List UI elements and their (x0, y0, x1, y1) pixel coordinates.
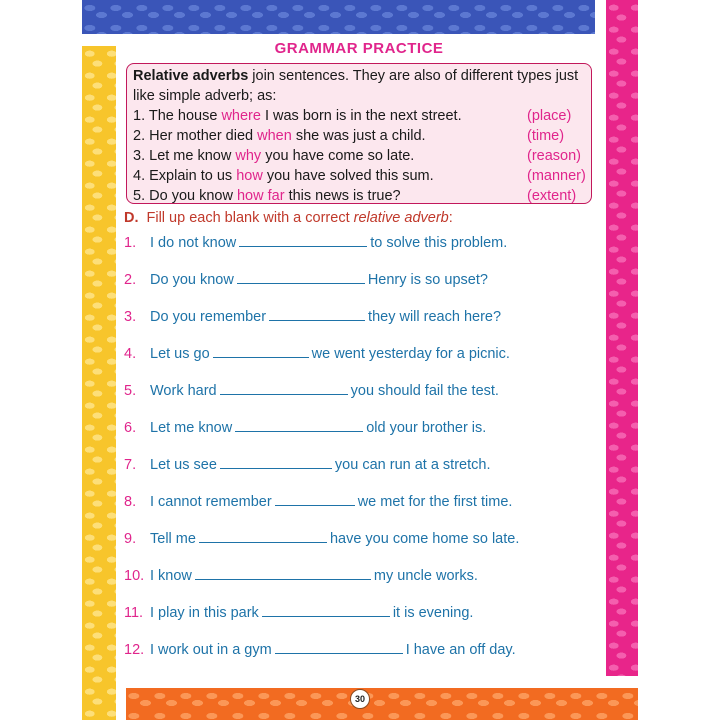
example-text: I was born is in the next street. (260, 108, 462, 124)
question-text: Let me know (150, 420, 233, 436)
question-text: Let us go (150, 346, 210, 362)
question-text: Do you remember (150, 309, 267, 325)
question-text: I do not know (150, 235, 237, 251)
question-text: Tell me (150, 531, 196, 547)
example-text: Let me know (149, 148, 236, 164)
question-text: my uncle works. (373, 568, 478, 584)
answer-blank[interactable] (275, 641, 403, 654)
rule-example (133, 166, 585, 186)
example-text: this news is true? (284, 188, 401, 204)
exercise-heading (124, 210, 594, 226)
question-text: you should fail the test. (350, 383, 499, 399)
example-adverb: how far (236, 188, 285, 204)
example-number: 1. (133, 108, 146, 124)
example-text: Do you know (149, 188, 237, 204)
question-text: to solve this problem. (370, 235, 508, 251)
question-text: Henry is so upset? (367, 272, 488, 288)
rule-example (133, 186, 585, 206)
example-number: 3. (133, 148, 146, 164)
question-text: I work out in a gym (150, 642, 272, 658)
question-text: they will reach here? (368, 309, 502, 325)
example-adverb: when (257, 128, 292, 144)
question-number: 5. (124, 383, 137, 399)
example-number: 4. (133, 168, 146, 184)
exercise-letter: D. (124, 210, 139, 226)
question-text: I have an off day. (405, 642, 516, 658)
question (124, 567, 594, 587)
question (124, 382, 594, 402)
example-text: you have solved this sum. (262, 168, 434, 184)
example-text: Explain to us (149, 168, 237, 184)
example-adverb: why (235, 148, 262, 164)
example-type: (reason) (527, 148, 581, 164)
question (124, 271, 594, 291)
answer-blank[interactable] (199, 530, 327, 543)
question-text: I know (150, 568, 192, 584)
example-adverb: where (221, 108, 261, 124)
rule-term: Relative adverbs (133, 68, 249, 84)
page-title: GRAMMAR PRACTICE (274, 40, 444, 57)
answer-blank[interactable] (239, 234, 367, 247)
answer-blank[interactable] (262, 604, 390, 617)
answer-blank[interactable] (220, 382, 348, 395)
question-number: 8. (124, 494, 137, 510)
answer-blank[interactable] (237, 271, 365, 284)
exercise-instruction-em: relative adverb (353, 210, 449, 226)
answer-blank[interactable] (213, 345, 309, 358)
exercise-instruction: Fill up each blank with a correct (146, 210, 354, 226)
question-number: 2. (124, 272, 137, 288)
rule-example (133, 106, 585, 126)
exercise-instruction-end: : (448, 210, 453, 226)
question-number: 10. (124, 568, 145, 584)
question-number: 6. (124, 420, 137, 436)
question (124, 308, 594, 328)
question (124, 493, 594, 513)
question-number: 12. (124, 642, 145, 658)
question-number: 7. (124, 457, 137, 473)
rule-intro-text: join sentences. They are also of different types just like simple adverb; as: (133, 68, 579, 104)
question-text: Work hard (150, 383, 217, 399)
example-text: you have come so late. (261, 148, 415, 164)
answer-blank[interactable] (269, 308, 365, 321)
question-text: I cannot remember (150, 494, 272, 510)
question (124, 604, 594, 624)
question-text: have you come home so late. (329, 531, 520, 547)
question-text: we met for the first time. (357, 494, 513, 510)
question-text: Do you know (150, 272, 234, 288)
question-number: 9. (124, 531, 137, 547)
question-number: 11. (124, 605, 144, 621)
decorative-band-left (82, 46, 116, 720)
example-text: Her mother died (149, 128, 258, 144)
page-number: 30 (350, 689, 370, 709)
decorative-band-top (82, 0, 595, 34)
question (124, 641, 594, 661)
answer-blank[interactable] (275, 493, 355, 506)
question-text: it is evening. (392, 605, 474, 621)
question-text: Let us see (150, 457, 217, 473)
rule-box (126, 63, 592, 204)
example-type: (extent) (527, 188, 577, 204)
question-number: 4. (124, 346, 137, 362)
question-text: I play in this park (150, 605, 259, 621)
question-text: you can run at a stretch. (334, 457, 491, 473)
answer-blank[interactable] (235, 419, 363, 432)
example-type: (time) (527, 128, 565, 144)
question (124, 234, 594, 254)
question (124, 345, 594, 365)
rule-example (133, 146, 585, 166)
example-number: 5. (133, 188, 146, 204)
example-number: 2. (133, 128, 146, 144)
question-number: 3. (124, 309, 137, 325)
answer-blank[interactable] (220, 456, 332, 469)
question-text: we went yesterday for a picnic. (311, 346, 510, 362)
question-text: old your brother is. (366, 420, 487, 436)
example-text: The house (148, 108, 222, 124)
question (124, 530, 594, 550)
rule-intro (133, 66, 585, 106)
decorative-band-bottom (126, 688, 638, 720)
question (124, 419, 594, 439)
question (124, 456, 594, 476)
rule-example (133, 126, 585, 146)
example-adverb: how (236, 168, 263, 184)
decorative-band-right (606, 0, 638, 676)
example-text: she was just a child. (291, 128, 426, 144)
example-type: (manner) (527, 168, 586, 184)
example-type: (place) (527, 108, 572, 124)
answer-blank[interactable] (195, 567, 371, 580)
question-number: 1. (124, 235, 137, 251)
